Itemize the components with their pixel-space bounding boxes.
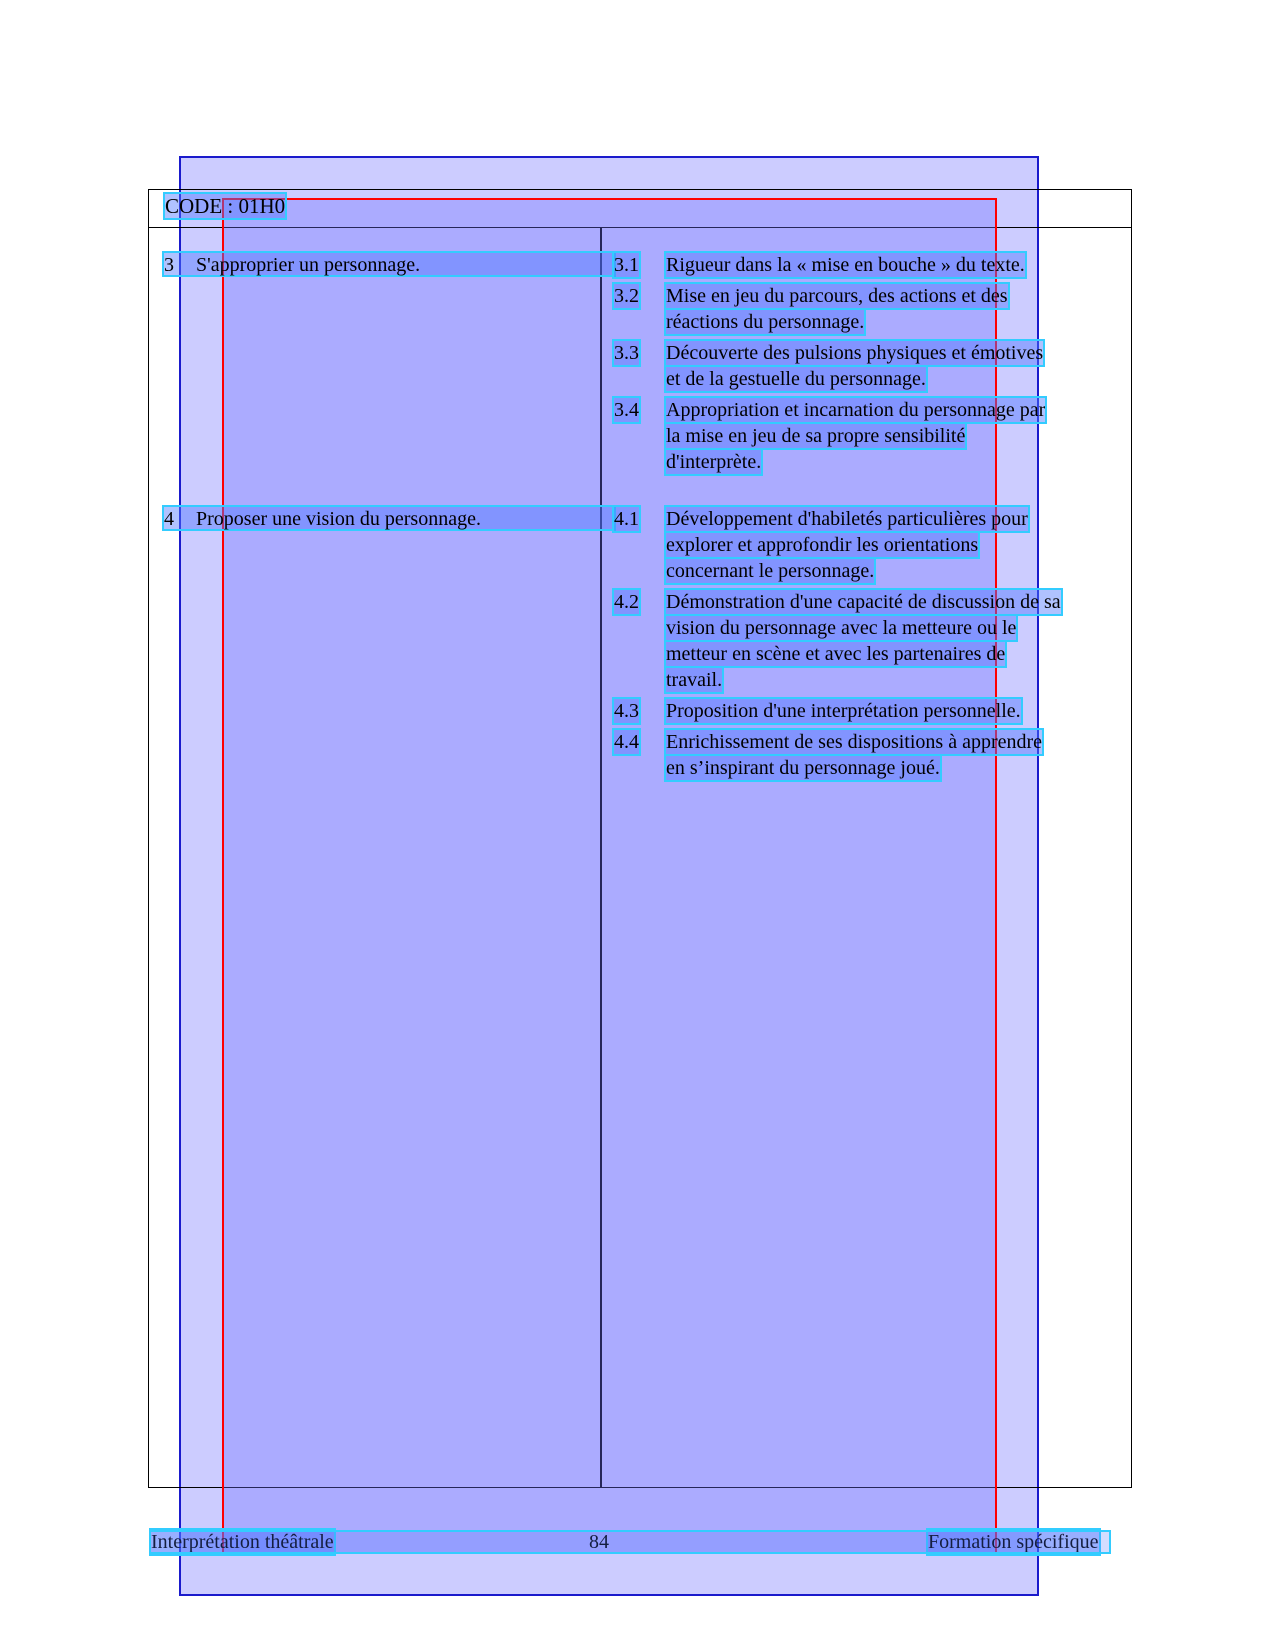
criterion-line: Découverte des pulsions physiques et émotives bbox=[666, 342, 1044, 364]
criterion-line: Mise en jeu du parcours, des actions et des bbox=[666, 285, 1008, 307]
criterion-number: 3.1 bbox=[614, 254, 639, 276]
element-4-row bbox=[164, 507, 614, 529]
criterion-line: Rigueur dans la « mise en bouche » du texte. bbox=[666, 254, 1025, 276]
code-title: CODE : 01H0 bbox=[165, 194, 286, 218]
criterion-line: Enrichissement de ses dispositions à apprendre bbox=[666, 731, 1043, 753]
element-text: S'approprier un personnage. bbox=[196, 254, 421, 276]
criterion-line: travail. bbox=[666, 669, 723, 691]
criterion-line: d'interprète. bbox=[666, 451, 762, 473]
element-number: 4 bbox=[164, 508, 174, 530]
criterion-number: 4.1 bbox=[614, 508, 639, 530]
criterion-line: la mise en jeu de sa propre sensibilité bbox=[666, 425, 966, 447]
table-left-border bbox=[148, 189, 149, 1487]
criterion-line: metteur en scène et avec les partenaires de bbox=[666, 643, 1006, 665]
criterion-line: explorer et approfondir les orientations bbox=[666, 534, 979, 556]
criterion-number: 4.3 bbox=[614, 700, 639, 722]
table-top-border bbox=[148, 189, 1131, 190]
criterion-line: concernant le personnage. bbox=[666, 560, 875, 582]
criterion-line: en s’inspirant du personnage joué. bbox=[666, 757, 940, 779]
criterion-number: 3.3 bbox=[614, 342, 639, 364]
table-right-border bbox=[1131, 189, 1132, 1487]
criterion-line: réactions du personnage. bbox=[666, 311, 865, 333]
element-3-row bbox=[164, 253, 614, 275]
page-number: 84 bbox=[589, 1531, 609, 1553]
element-number: 3 bbox=[164, 254, 174, 276]
criterion-line: Proposition d'une interprétation personnelle. bbox=[666, 700, 1021, 722]
footer-band bbox=[151, 1532, 1109, 1552]
criterion-line: vision du personnage avec la metteure ou le bbox=[666, 617, 1017, 639]
criterion-number: 3.4 bbox=[614, 399, 639, 421]
footer-left: Interprétation théâtrale bbox=[151, 1531, 334, 1553]
criterion-line: Développement d'habiletés particulières pour bbox=[666, 508, 1028, 530]
criterion-number: 4.2 bbox=[614, 591, 639, 613]
footer-right: Formation spécifique bbox=[928, 1531, 1099, 1553]
criterion-line: Appropriation et incarnation du personnage par bbox=[666, 399, 1046, 421]
criterion-number: 3.2 bbox=[614, 285, 639, 307]
criterion-number: 4.4 bbox=[614, 731, 639, 753]
element-text: Proposer une vision du personnage. bbox=[196, 508, 481, 530]
criterion-line: Démonstration d'une capacité de discussion de sa bbox=[666, 591, 1061, 613]
criterion-line: et de la gestuelle du personnage. bbox=[666, 368, 926, 390]
